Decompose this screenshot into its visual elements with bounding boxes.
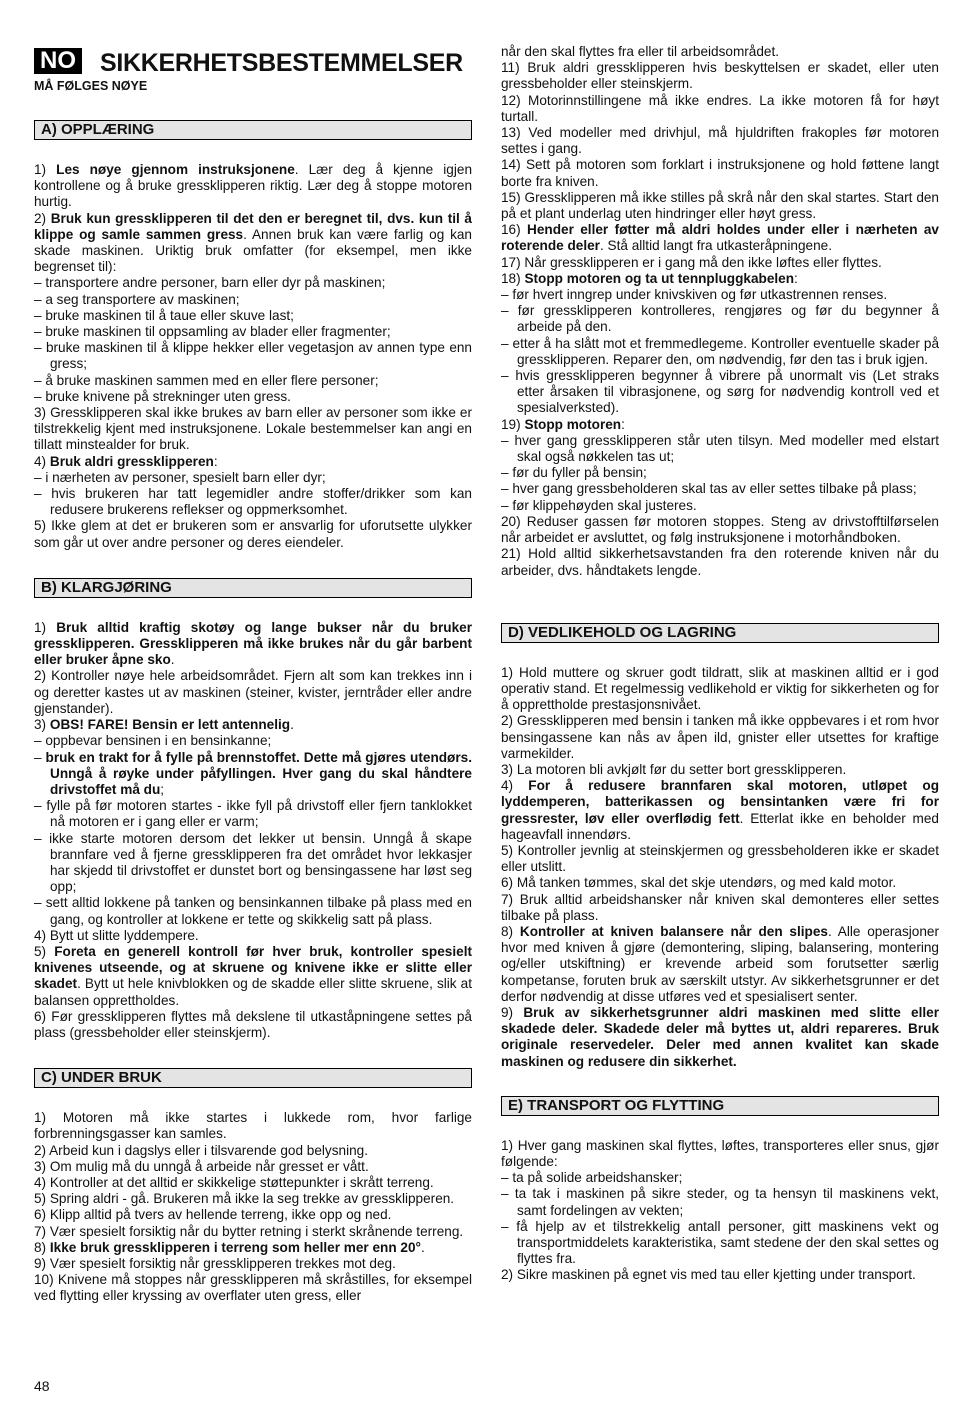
paragraph <box>34 928 472 944</box>
paragraph <box>34 389 472 405</box>
paragraph <box>34 668 472 717</box>
bold-text: Stopp motoren og ta ut tennpluggkabelen <box>524 270 795 286</box>
paragraph <box>501 157 939 189</box>
text-run: 12) Motorinnstillingene må ikke endres. La ikke motoren få for høyt turtall. <box>501 92 939 124</box>
bold-text: Les nøye gjennom instruksjonene <box>56 162 295 177</box>
page-number: 48 <box>34 1378 50 1394</box>
text-run: – ta tak i maskinen på sikre steder, og ta hensyn til maskinens vekt, samt fordelingen av vekten; <box>501 1186 939 1218</box>
text-run: 2) Arbeid kun i dagslys eller i tilsvarende god belysning. <box>34 1142 368 1158</box>
paragraph <box>34 486 472 518</box>
paragraph <box>501 125 939 157</box>
text-run: 4) <box>34 453 50 469</box>
paragraph <box>34 1191 472 1207</box>
text-run: – å bruke maskinen sammen med en eller flere personer; <box>34 372 379 388</box>
text-run: 2) Kontroller nøye hele arbeidsområdet. Fjern alt som kan trekkes inn i og deretter kastes ut av maskinen (steiner, kvister, jerntråder eller andre gjenstander). <box>34 668 472 716</box>
text-run: 6) Før gressklipperen flyttes må dekslene til utkaståpningene settes på plass (gressbeholder eller steinskjerm). <box>34 1008 472 1040</box>
paragraph <box>501 287 939 303</box>
paragraph <box>34 831 472 896</box>
paragraph <box>34 518 472 550</box>
paragraph <box>501 498 939 514</box>
text-run: – bruke maskinen til å klippe hekker eller vegetasjon av annen type enn gress; <box>34 340 472 372</box>
text-run: 19) <box>501 416 525 432</box>
text-run: 5) Ikke glem at det er brukeren som er ansvarlig for uforutsette ulykker som går ut over andre personer og deres eiendeler. <box>34 518 472 550</box>
text-run: 8) <box>34 1239 50 1255</box>
text-run: 5) Spring aldri - gå. Brukeren må ikke la seg trekke av gressklipperen. <box>34 1191 455 1207</box>
bold-text: bruk en trakt for å fylle på brennstoffet. Dette må gjøres utendørs. Unngå å røyke under påfyllingen. Hver gang du skal håndtere drivstoffet må du <box>45 749 472 797</box>
paragraph <box>34 405 472 454</box>
text-run: – ta på solide arbeidshansker; <box>501 1170 683 1186</box>
text-run: 3) La motoren bli avkjølt før du setter bort gressklipperen. <box>501 761 847 777</box>
text-run: 8) <box>501 923 520 939</box>
paragraph <box>501 924 939 1005</box>
paragraph <box>501 303 939 335</box>
bold-text: Stopp motoren <box>524 416 622 432</box>
paragraph <box>34 162 472 211</box>
paragraph <box>501 417 939 433</box>
text-run: 9) <box>501 1004 524 1020</box>
paragraph <box>501 465 939 481</box>
paragraph <box>501 93 939 125</box>
section-c-body <box>34 1110 472 1304</box>
document-subtitle: MÅ FØLGES NØYE <box>34 79 148 93</box>
section-heading-b: B) KLARGJØRING <box>34 578 472 598</box>
paragraph <box>34 1240 472 1256</box>
paragraph <box>34 275 472 291</box>
paragraph <box>501 271 939 287</box>
text-run: 1) <box>34 619 57 635</box>
text-run: 11) Bruk aldri gressklipperen hvis beskyttelsen er skadet, eller uten gressbeholder eller steinskjerm. <box>501 60 939 92</box>
document-title: SIKKERHETSBESTEMMELSER <box>100 49 463 77</box>
bold-text: Bruk kun gressklipperen til det den er beregnet til, dvs. kun til å klippe og samle sammen gress <box>34 210 472 242</box>
text-run: 6) Klipp alltid på tvers av hellende terreng, ikke opp og ned. <box>34 1207 392 1223</box>
text-run: 16) <box>501 222 528 238</box>
text-run: : <box>621 416 625 432</box>
section-e-body <box>501 1138 939 1284</box>
paragraph <box>34 1175 472 1191</box>
text-run: – <box>34 749 46 765</box>
bold-text: Foreta en generell kontroll før hver bruk, kontroller spesielt knivenes utseende, og at skruene og knivene ikke er slitte eller skadet <box>34 943 472 992</box>
paragraph <box>501 843 939 875</box>
paragraph <box>34 292 472 308</box>
paragraph <box>501 1219 939 1268</box>
right-column <box>501 44 939 1284</box>
text-run: 17) Når gressklipperen er i gang må den ikke løftes eller flyttes. <box>501 254 882 270</box>
text-run: 10) Knivene må stoppes når gressklipperen må skråstilles, for eksempel ved flytting eller kryssing av overflater uten gress, eller <box>34 1272 472 1304</box>
section-heading-e: E) TRANSPORT OG FLYTTING <box>501 1096 939 1116</box>
paragraph <box>34 717 472 733</box>
paragraph <box>34 308 472 324</box>
text-run: 5) <box>34 943 55 959</box>
paragraph <box>501 1186 939 1218</box>
paragraph <box>34 1207 472 1223</box>
text-run: 2) Gressklipperen med bensin i tanken må ikke oppbevares i et rom hvor bensingassene kan nås av åpen ild, gnister eller utsettes for kraftige varmekilder. <box>501 713 939 761</box>
paragraph <box>34 798 472 830</box>
paragraph <box>501 433 939 465</box>
paragraph <box>501 481 939 497</box>
section-heading-d: D) VEDLIKEHOLD OG LAGRING <box>501 623 939 643</box>
text-run: – transportere andre personer, barn eller dyr på maskinen; <box>34 275 386 291</box>
text-run: . Alle operasjoner hvor med kniven å gjøre (demontering, sliping, balansering, montering og/eller utskiftning) er krevende arbeid som forutsetter særlig kompetanse, foruten bruk av særskilt utstyr. Av sikkerhetsgrunner er det derfor nødvendig at disse utføres ved et spesialisert senter. <box>501 923 939 1004</box>
paragraph <box>501 1138 939 1170</box>
paragraph <box>501 44 939 60</box>
paragraph <box>34 324 472 340</box>
text-run: 20) Reduser gassen før motoren stoppes. Steng av drivstofftilførselen når arbeidet er avsluttet, og følg instruksjonene i motorhåndboken. <box>501 513 939 546</box>
text-run: 15) Gressklipperen må ikke stilles på skrå når den skal startes. Start den på et plant underlag uten hindringer eller høyt gress. <box>501 189 939 222</box>
section-heading-a: A) OPPLÆRING <box>34 120 472 140</box>
text-run: 1) <box>34 162 57 177</box>
paragraph <box>501 1005 939 1070</box>
text-run: . Stå alltid langt fra utkasteråpningene. <box>599 238 832 254</box>
paragraph <box>501 1267 939 1283</box>
text-run: 1) Hver gang maskinen skal flyttes, løftes, transporteres eller snus, gjør følgende: <box>501 1137 939 1169</box>
paragraph <box>501 514 939 546</box>
bold-text: Bruk av sikkerhetsgrunner aldri maskinen med slitte eller skadede deler. Skadede deler må byttes ut, aldri repareres. Bruk originale reservedeler. Deler med annen kvalitet kan skade maskinen og redusere din sikkerhet. <box>501 1004 939 1069</box>
text-run: 3) <box>34 717 50 733</box>
paragraph <box>501 60 939 92</box>
text-run: 18) <box>501 270 525 286</box>
text-run: – før hvert inngrep under knivskiven og før utkastrennen renses. <box>501 287 888 303</box>
text-run: ; <box>160 781 165 797</box>
text-run: . <box>290 717 294 733</box>
bold-text: OBS! FARE! Bensin er lett antennelig <box>49 717 291 733</box>
text-run: 13) Ved modeller med drivhjul, må hjuldriften frakoples før motoren settes i gang. <box>501 125 939 157</box>
text-run: 6) Må tanken tømmes, skal det skje utendørs, og med kald motor. <box>501 875 897 891</box>
text-run: 7) Bruk alltid arbeidshansker når kniven skal demonteres eller settes tilbake på plass. <box>501 891 939 923</box>
text-run: 1) Hold muttere og skruer godt tildratt, slik at maskinen alltid er i god operativ stand. Et regelmessig vedlikehold er viktig for sikkerheten og for å opprettholde prestasjonsnivået. <box>501 664 939 713</box>
text-run: 2) <box>34 210 51 226</box>
paragraph <box>501 665 939 714</box>
paragraph <box>34 1159 472 1175</box>
text-run: – i nærheten av personer, spesielt barn eller dyr; <box>34 469 326 485</box>
text-run: – få hjelp av et tilstrekkelig antall personer, gitt maskinens vekt og transportmiddelets karakteristika, samt stedene der den skal settes og flyttes fra. <box>501 1218 939 1267</box>
text-run: 1) Motoren må ikke startes i lukkede rom, hvor farlige forbrenningsgasser kan samles. <box>34 1110 472 1142</box>
section-a-body <box>34 162 472 551</box>
text-run: . Annen bruk kan være farlig og kan skade maskinen. Uriktig bruk omfatter (for eksempel, men ikke begrenset til): <box>34 226 472 275</box>
bold-text: Kontroller at kniven balansere når den slipes <box>519 923 828 939</box>
paragraph <box>34 620 472 669</box>
paragraph <box>34 211 472 276</box>
bold-text: Ikke bruk gressklipperen i terreng som heller mer enn 20° <box>49 1239 421 1255</box>
text-run: 14) Sett på motoren som forklart i instruksjonene og hold føttene langt borte fra kniven. <box>501 157 939 189</box>
text-run: – før klippehøyden skal justeres. <box>501 497 697 513</box>
paragraph <box>501 1170 939 1186</box>
left-column <box>34 0 472 1305</box>
text-run: – hver gang gressbeholderen skal tas av eller settes tilbake på plass; <box>501 481 917 497</box>
text-run: 21) Hold alltid sikkerhetsavstanden fra den roterende kniven når du arbeider, dvs. håndtakets lengde. <box>501 546 939 578</box>
text-run: . Bytt ut hele knivblokken og de skadde eller slitte skruene, slik at balansen opprettholdes. <box>34 976 472 1008</box>
text-run: . Etterlat ikke en beholder med hageavfall innendørs. <box>501 810 939 842</box>
paragraph <box>501 255 939 271</box>
section-heading-c: C) UNDER BRUK <box>34 1068 472 1088</box>
paragraph <box>34 373 472 389</box>
paragraph <box>34 944 472 1009</box>
paragraph <box>34 1224 472 1240</box>
text-run: . <box>420 1239 425 1255</box>
paragraph <box>34 1143 472 1159</box>
paragraph <box>501 336 939 368</box>
text-run: 4) Kontroller at det alltid er skikkelige støttepunkter i skrått terreng. <box>34 1174 434 1190</box>
paragraph <box>501 546 939 578</box>
paragraph <box>34 733 472 749</box>
paragraph <box>34 1272 472 1304</box>
text-run: 2) Sikre maskinen på egnet vis med tau eller kjetting under transport. <box>501 1267 916 1283</box>
text-run: – sett alltid lokkene på tanken og bensinkannen tilbake på plass med en gang, og kontroller at lokkene er tette og skikkelig satt på plass. <box>34 895 472 927</box>
paragraph <box>501 190 939 222</box>
section-b-body <box>34 620 472 1041</box>
paragraph <box>34 750 472 799</box>
paragraph <box>501 892 939 924</box>
section-c-continued <box>501 44 939 579</box>
paragraph <box>501 875 939 891</box>
paragraph <box>501 222 939 254</box>
text-run: 3) Gressklipperen skal ikke brukes av barn eller av personer som ikke er tilstrekkelig kjent med instruksjonene. Lokale bestemmelser kan angi en tillatt minstealder for bruk. <box>34 405 472 453</box>
text-run: – oppbevar bensinen i en bensinkanne; <box>34 733 272 749</box>
section-d-body <box>501 665 939 1070</box>
text-run: 4) Bytt ut slitte lyddempere. <box>34 927 199 943</box>
paragraph <box>34 470 472 486</box>
text-run: – bruke maskinen til oppsamling av blader eller fragmenter; <box>34 324 391 340</box>
text-run: – hvis gressklipperen begynner å vibrere på unormalt vis (Let straks etter årsaken til vibrasjonene, og sørg for nødvendig kontroll ved et spesialverksted). <box>501 368 939 416</box>
text-run: – ikke starte motoren dersom det lekker ut bensin. Unngå å skape brannfare ved å fjerne gressklipperen fra det området hvor lekkasjer har skjedd til drivstoffet er dunstet bort og bensingassene har løst seg opp; <box>34 830 472 895</box>
text-run: – før gressklipperen kontrolleres, rengjøres og før du begynner å arbeide på den. <box>501 303 939 335</box>
text-run: . Lær deg å kjenne igjen kontrollene og å bruke gressklipperen riktig. Lær deg å stoppe motoren hurtig. <box>34 162 472 210</box>
text-run: 5) Kontroller jevnlig at steinskjermen og gressbeholderen ikke er skadet eller utslitt. <box>501 842 939 875</box>
paragraph <box>34 340 472 372</box>
text-run: . <box>170 652 175 668</box>
paragraph <box>34 895 472 927</box>
bold-text: For å redusere brannfaren skal motoren, utløpet og lyddemperen, batterikassen og bensintanken være fri for gressrester, løv eller overflødig fett <box>501 778 939 826</box>
text-run: 9) Vær spesielt forsiktig når gressklipperen trekkes mot deg. <box>34 1255 396 1271</box>
bold-text: Hender eller føtter må aldri holdes under eller i nærheten av roterende deler <box>501 222 939 254</box>
text-run: – hver gang gressklipperen står uten tilsyn. Med modeller med elstart skal også nøkkelen tas ut; <box>501 432 939 465</box>
paragraph <box>501 713 939 762</box>
text-run: – hvis brukeren har tatt legemidler andre stoffer/drikker som kan redusere brukerens reflekser og oppmerksomhet. <box>34 486 472 518</box>
paragraph <box>34 1256 472 1272</box>
text-run: – bruke maskinen til å taue eller skuve last; <box>34 307 294 323</box>
text-run: – bruke knivene på strekninger uten gress. <box>34 388 291 404</box>
text-run: : <box>794 270 798 286</box>
text-run: – før du fyller på bensin; <box>501 465 647 481</box>
paragraph <box>34 454 472 470</box>
text-run: : <box>213 453 218 469</box>
bold-text: Bruk alltid kraftig skotøy og lange bukser når du bruker gressklipperen. Gressklipperen må ikke brukes når du går barbent eller bruker åpne sko <box>34 619 472 668</box>
text-run: 7) Vær spesielt forsiktig når du bytter retning i sterkt skrånende terreng. <box>34 1223 464 1239</box>
text-run: når den skal flyttes fra eller til arbeidsområdet. <box>501 44 780 59</box>
paragraph <box>501 778 939 843</box>
page-header <box>34 0 472 93</box>
text-run: 3) Om mulig må du unngå å arbeide når gresset er vått. <box>34 1158 369 1174</box>
bold-text: Bruk aldri gressklipperen <box>49 453 214 469</box>
paragraph <box>34 1110 472 1142</box>
paragraph <box>501 368 939 417</box>
text-run: – etter å ha slått mot et fremmedlegeme. Kontroller eventuelle skader på gressklipperen. Reparer den, om nødvendig, før den tas i bruk igjen. <box>501 335 939 367</box>
language-badge: NO <box>34 48 82 74</box>
text-run: – a seg transportere av maskinen; <box>34 291 240 307</box>
paragraph <box>34 1009 472 1041</box>
paragraph <box>501 762 939 778</box>
text-run: – fylle på før motoren startes - ikke fyll på drivstoff eller fjern tanklokket nå motoren er i gang eller er varm; <box>34 798 472 830</box>
text-run: 4) <box>501 778 529 794</box>
